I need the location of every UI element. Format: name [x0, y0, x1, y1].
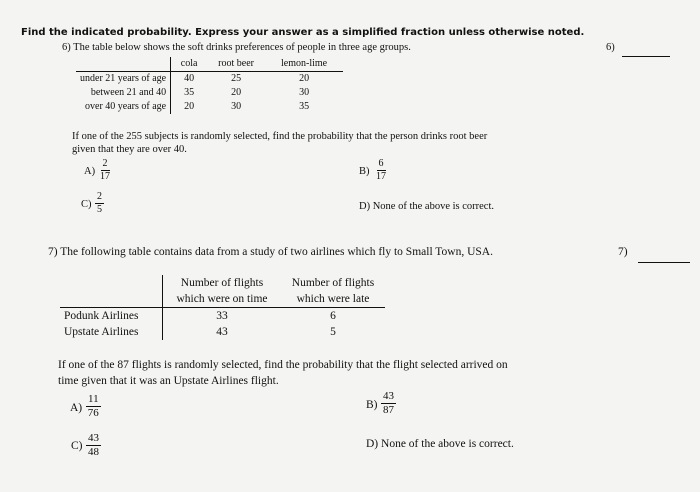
- q7-option-a-fraction: [86, 394, 101, 419]
- q6-option-a-label: A): [84, 166, 96, 177]
- q7-answer-number: 7): [618, 246, 628, 258]
- q7-col-header: which were late: [281, 291, 385, 308]
- denominator: 76: [87, 407, 99, 419]
- denominator: 48: [88, 446, 99, 458]
- table-row: [76, 72, 343, 87]
- denominator: 17: [100, 171, 110, 182]
- q7-option-c-fraction: [86, 433, 101, 458]
- q6-cell: 30: [299, 87, 310, 98]
- q7-question-line2: time given that it was an Upstate Airlines flight.: [58, 375, 279, 387]
- q7-table-corner: [60, 291, 163, 308]
- q6-cell: 20: [265, 72, 343, 87]
- q6-col-header: root beer: [218, 58, 254, 69]
- q7-table: [60, 275, 385, 340]
- q7-cell: 43: [216, 326, 228, 338]
- q6-row-label: over 40 years of age: [76, 100, 171, 114]
- q6-cell: 25: [207, 72, 265, 87]
- q6-answer-number: 6): [606, 42, 615, 53]
- q6-cell: 20: [184, 101, 195, 112]
- instructions: Find the indicated probability. Express your answer as a simplified fraction unless otherwise noted.: [21, 27, 585, 38]
- q7-option-c-label: C): [71, 440, 83, 452]
- q6-cell: 35: [299, 101, 310, 112]
- q6-option-a-fraction: [100, 159, 110, 182]
- q6-cell: 35: [184, 87, 195, 98]
- q6-question-line1: If one of the 255 subjects is randomly selected, find the probability that the person drinks root beer: [72, 131, 488, 142]
- q7-intro: 7) The following table contains data from a study of two airlines which fly to Small Town, USA.: [48, 246, 493, 258]
- q6-option-c-fraction: [95, 192, 104, 215]
- q6-table: [76, 57, 343, 114]
- numerator: 43: [383, 390, 394, 402]
- q7-col-header: Number of flights: [180, 277, 264, 289]
- q7-cell: 5: [330, 326, 336, 338]
- q6-table-corner: [76, 57, 171, 72]
- q7-table-header-row: [60, 275, 385, 291]
- q6-intro: 6) The table below shows the soft drinks preferences of people in three age groups.: [62, 42, 411, 53]
- q7-row-label: Podunk Airlines: [60, 308, 163, 325]
- q7-table-corner: [60, 275, 163, 291]
- q7-option-b-label: B): [366, 399, 378, 411]
- q6-table-header-row: [76, 57, 343, 72]
- numerator: 6: [378, 158, 384, 169]
- q6-option-d: [359, 201, 494, 212]
- q7-cell: 6: [330, 310, 336, 322]
- q6-option-b-label: B): [359, 166, 370, 177]
- option-text: None of the above is correct.: [372, 201, 495, 212]
- q6-cell: 40: [171, 72, 208, 87]
- q6-question-line2: given that they are over 40.: [72, 144, 187, 155]
- q7-option-d: [366, 438, 514, 450]
- q7-col-header: which were on time: [163, 291, 282, 308]
- numerator: 2: [102, 158, 108, 169]
- table-row: [60, 324, 385, 340]
- denominator: 87: [383, 404, 394, 416]
- q6-option-c-label: C): [81, 199, 92, 210]
- q6-row-label: under 21 years of age: [76, 72, 171, 87]
- q7-table-header-row: [60, 291, 385, 308]
- q6-cell: 20: [231, 87, 242, 98]
- q6-col-header: cola: [180, 58, 198, 69]
- table-row: [60, 308, 385, 325]
- q6-answer-blank[interactable]: [622, 56, 670, 57]
- denominator: 17: [376, 171, 386, 182]
- q6-col-header: lemon-lime: [281, 58, 328, 69]
- q7-cell: 33: [216, 310, 228, 322]
- q6-option-b-fraction: [376, 159, 386, 182]
- option-label: D): [359, 201, 371, 212]
- q7-col-header: Number of flights: [291, 277, 375, 289]
- q6-cell: 30: [231, 101, 242, 112]
- option-label: D): [366, 438, 379, 450]
- q7-answer-blank[interactable]: [638, 262, 690, 263]
- q7-question-line1: If one of the 87 flights is randomly selected, find the probability that the flight selected arrived on: [58, 359, 508, 371]
- numerator: 2: [97, 191, 102, 202]
- denominator: 5: [97, 204, 102, 215]
- option-text: None of the above is correct.: [381, 438, 514, 450]
- q7-option-a-label: A): [70, 402, 83, 414]
- numerator: 43: [88, 432, 99, 444]
- table-row: [76, 100, 343, 114]
- numerator: 11: [88, 393, 99, 405]
- table-row: [76, 86, 343, 100]
- q7-row-label: Upstate Airlines: [60, 324, 163, 340]
- q7-option-b-fraction: [381, 391, 396, 416]
- q6-row-label: between 21 and 40: [76, 86, 171, 100]
